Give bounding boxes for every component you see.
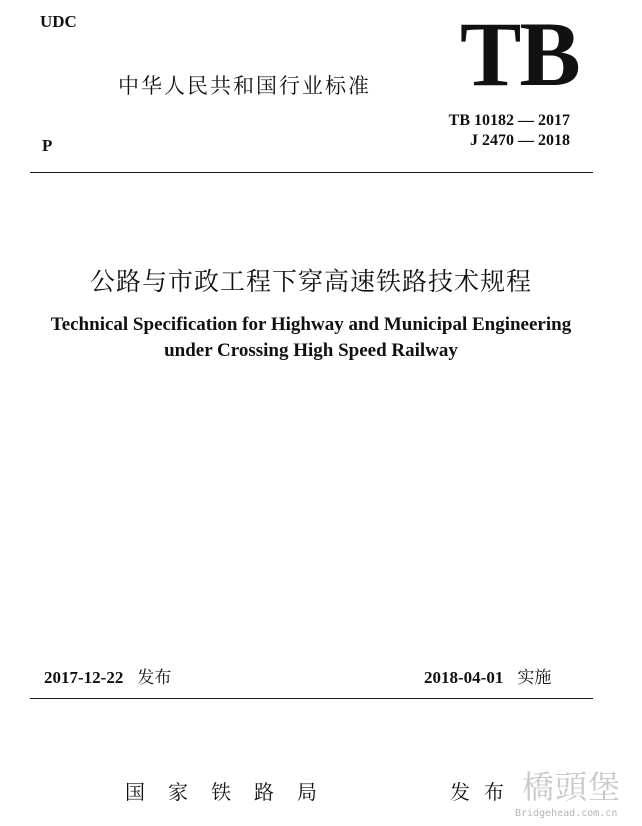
implement-date-block	[424, 663, 551, 688]
title-english-line2: under Crossing High Speed Railway	[164, 340, 458, 361]
standard-codes	[449, 111, 570, 151]
tb-standard-logo: TB	[460, 3, 579, 105]
classification-code: P	[42, 136, 53, 155]
publish-label: 发布	[450, 780, 518, 804]
standard-code-primary: TB 10182 — 2017	[448, 112, 570, 129]
top-divider	[30, 172, 593, 173]
bottom-divider	[30, 698, 593, 699]
standard-code-secondary: J 2470 — 2018	[470, 132, 570, 149]
implement-date: 2018-04-01	[424, 668, 504, 687]
watermark-logo: 橋頭堡	[522, 768, 622, 806]
title-chinese: 公路与市政工程下穿高速铁路技术规程	[89, 267, 532, 296]
title-english-line1: Technical Specification for Highway and Municipal Engineering	[50, 314, 572, 335]
issue-label: 发布	[137, 668, 172, 688]
udc-label: UDC	[40, 12, 77, 31]
watermark-url: Bridgehead.com.cn	[515, 808, 618, 819]
industry-standard-heading: 中华人民共和国行业标准	[118, 74, 371, 98]
implement-label: 实施	[517, 668, 552, 688]
issuing-authority: 国家铁路局	[125, 780, 340, 804]
issue-date-block	[44, 663, 171, 688]
issue-date: 2017-12-22	[44, 668, 124, 687]
